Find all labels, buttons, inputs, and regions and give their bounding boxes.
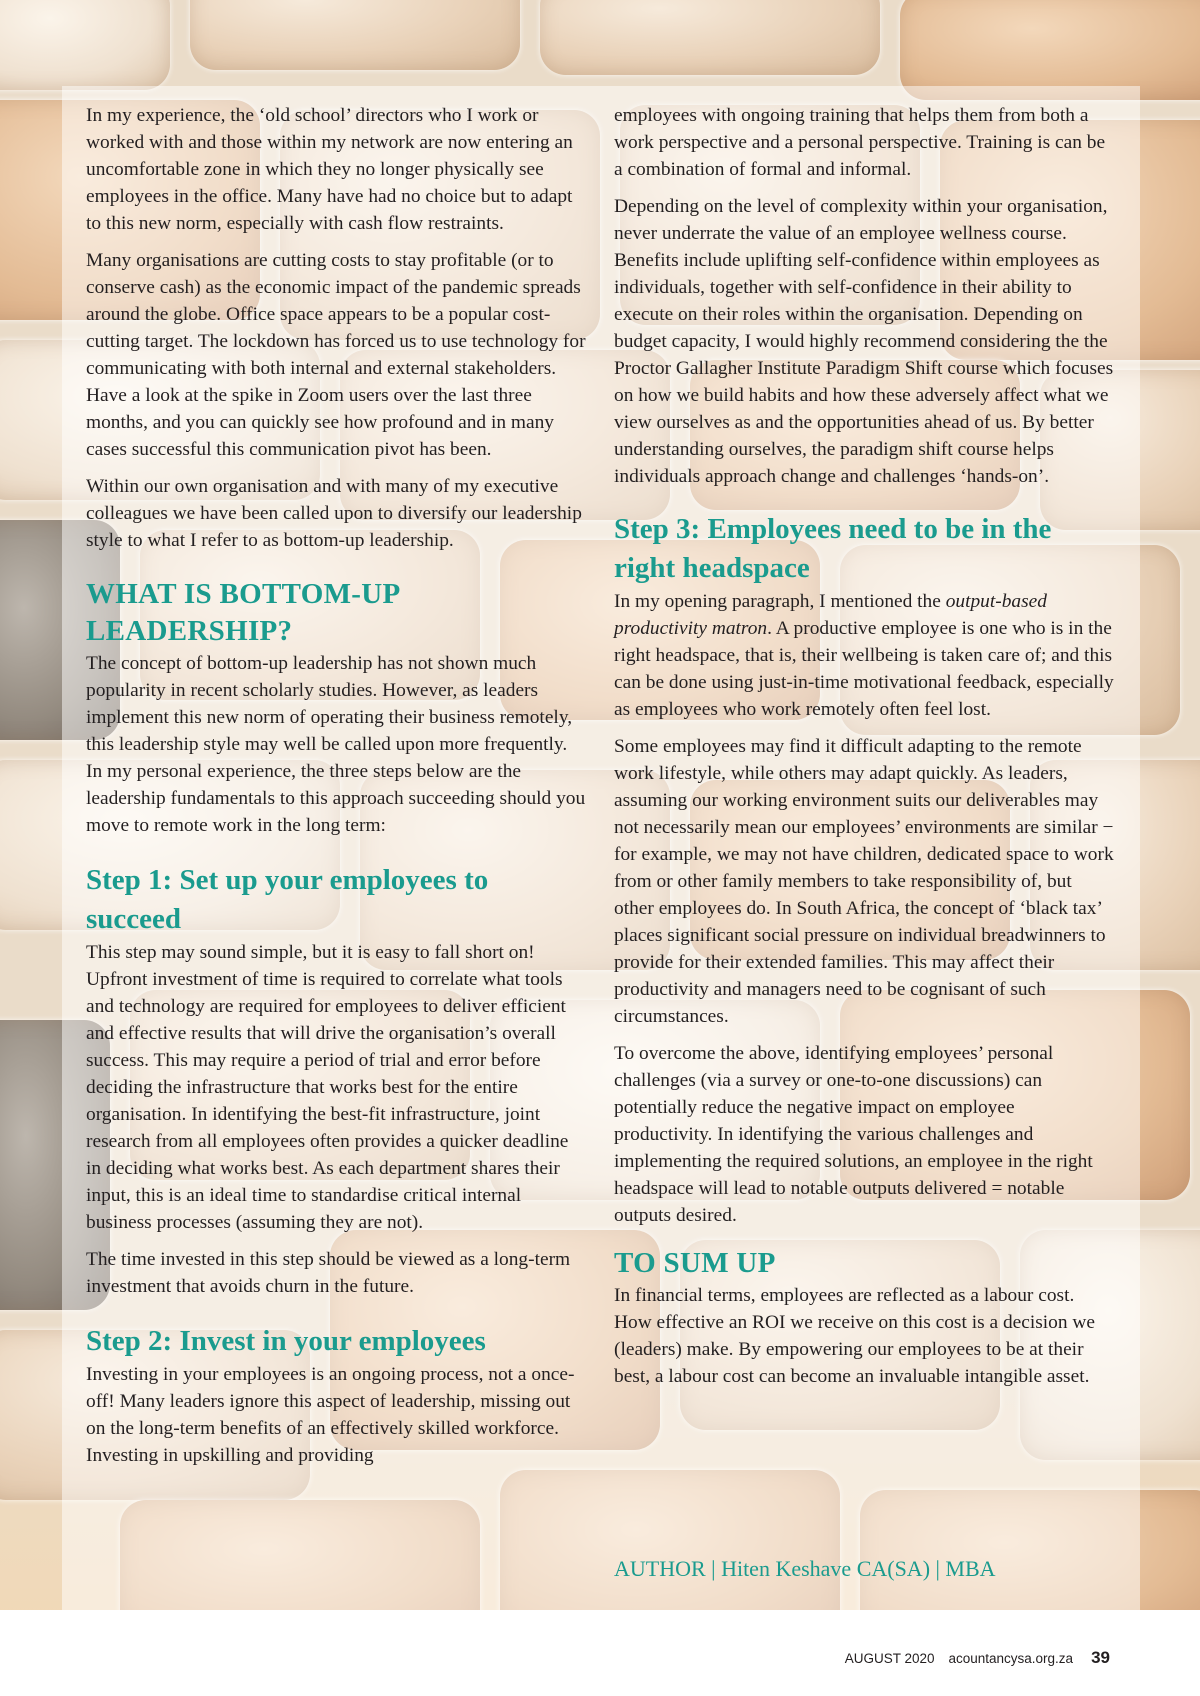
issue-date: AUGUST 2020	[844, 1651, 935, 1666]
text-run: In my opening paragraph, I mentioned the	[614, 591, 946, 612]
paragraph: employees with ongoing training that helps them from both a work perspective and a personal perspective. Training is can be a combination of formal and informal.	[614, 105, 1106, 180]
paragraph	[614, 588, 1116, 723]
paragraph: The time invested in this step should be viewed as a long-term investment that avoids churn in the future.	[86, 1249, 571, 1297]
paragraph: In my experience, the ‘old school’ directors who I work or worked with and those within my network are now entering an uncomfortable zone in which they no longer physically see employees in the office. Many have had no choice but to adapt to this new norm, especially with cash flow restraints.	[86, 105, 573, 234]
paragraph: Investing in your employees is an ongoing process, not a once-off! Many leaders ignore this aspect of leadership, missing out on the long-term benefits of an effectively skilled workforce. Investing in upskilling and providing	[86, 1364, 575, 1466]
paragraph: The concept of bottom-up leadership has not shown much popularity in recent scholarly studies. However, as leaders implement this new norm of operating their business remotely, this leadership style may well be called upon more frequently. In my personal experience, the three steps below are the leadership fundamentals to this approach succeeding should you move to remote work in the long term:	[86, 653, 586, 836]
heading-step-3: Step 3: Employees need to be in the right headspace	[614, 513, 1052, 584]
text-run: . A productive employee is one who is in the right headspace, that is, their wellbeing is taken care of; and this can be done using just-in-time motivational feedback, especially as employees who work remotely often feel lost.	[614, 618, 1114, 720]
right-column	[614, 102, 1116, 1400]
heading-to-sum-up: TO SUM UP	[614, 1247, 776, 1279]
paragraph: This step may sound simple, but it is easy to fall short on! Upfront investment of time is required to correlate what tools and technology are required for employees to deliver efficient and effective results that will drive the organisation’s overall success. This may require a period of trial and error before deciding the infrastructure that works best for the entire organisation. In identifying the best-fit infrastructure, joint research from all employees often provides a quicker deadline in deciding what works best. As each department shares their input, this is an ideal time to standardise critical internal business processes (assuming they are not).	[86, 942, 569, 1233]
paragraph: Many organisations are cutting costs to stay profitable (or to conserve cash) as the economic impact of the pandemic spreads around the globe. Office space appears to be a popular cost-cutting target. The lockdown has forced us to use technology for communicating with both internal and external stakeholders. Have a look at the spike in Zoom users over the last three months, and you can quickly see how profound and in many cases successful this communication pivot has been.	[86, 250, 586, 460]
heading-bottom-up-leadership: WHAT IS BOTTOM-UP LEADERSHIP?	[86, 578, 399, 647]
emphasis-text: output-based productivity matron	[614, 591, 1047, 639]
paragraph: Some employees may find it difficult adapting to the remote work lifestyle, while others may adapt quickly. As leaders, assuming our working environment suits our deliverables may not necessarily mean our employees’ environments are similar − for example, we may not have children, dedicated space to work from or other family members to take responsibility of, but other employees do. In South Africa, the concept of ‘black tax’ places significant social pressure on individual breadwinners to provide for their extended families. This may affect their productivity and managers need to be cognisant of such circumstances.	[614, 736, 1114, 1027]
paragraph: To overcome the above, identifying employees’ personal challenges (via a survey or one-to-one discussions) can potentially reduce the negative impact on employee productivity. In identifying the various challenges and implementing the required solutions, an employee in the right headspace will lead to notable outputs delivered = notable outputs desired.	[614, 1043, 1093, 1226]
paragraph: Within our own organisation and with many of my executive colleagues we have been called upon to diversify our leadership style to what I refer to as bottom-up leadership.	[86, 476, 582, 551]
paragraph: In financial terms, employees are reflected as a labour cost. How effective an ROI we receive on this cost is a decision we (leaders) make. By empowering our employees to be at their best, a labour cost can become an invaluable intangible asset.	[614, 1285, 1096, 1387]
website-link[interactable]: acountancysa.org.za	[948, 1651, 1074, 1666]
heading-step-2: Step 2: Invest in your employees	[86, 1325, 486, 1357]
left-column	[86, 102, 586, 1479]
paragraph: Depending on the level of complexity within your organisation, never underrate the value of an employee wellness course. Benefits include uplifting self-confidence within employees as individuals, together with self-confidence in their ability to execute on their roles within the organisation. Depending on budget capacity, I would highly recommend considering the the Proctor Gallagher Institute Paradigm Shift course which focuses on how we build habits and how these adversely affect what we view ourselves as and the opportunities ahead of us. By better understanding ourselves, the paradigm shift course helps individuals approach change and challenges ‘hands-on’.	[614, 196, 1114, 487]
page-footer	[845, 1648, 1110, 1668]
page-number: 39	[1091, 1648, 1110, 1667]
heading-step-1: Step 1: Set up your employees to succeed	[86, 864, 489, 935]
author-credit: AUTHOR | Hiten Keshave CA(SA) | MBA	[614, 1556, 996, 1581]
